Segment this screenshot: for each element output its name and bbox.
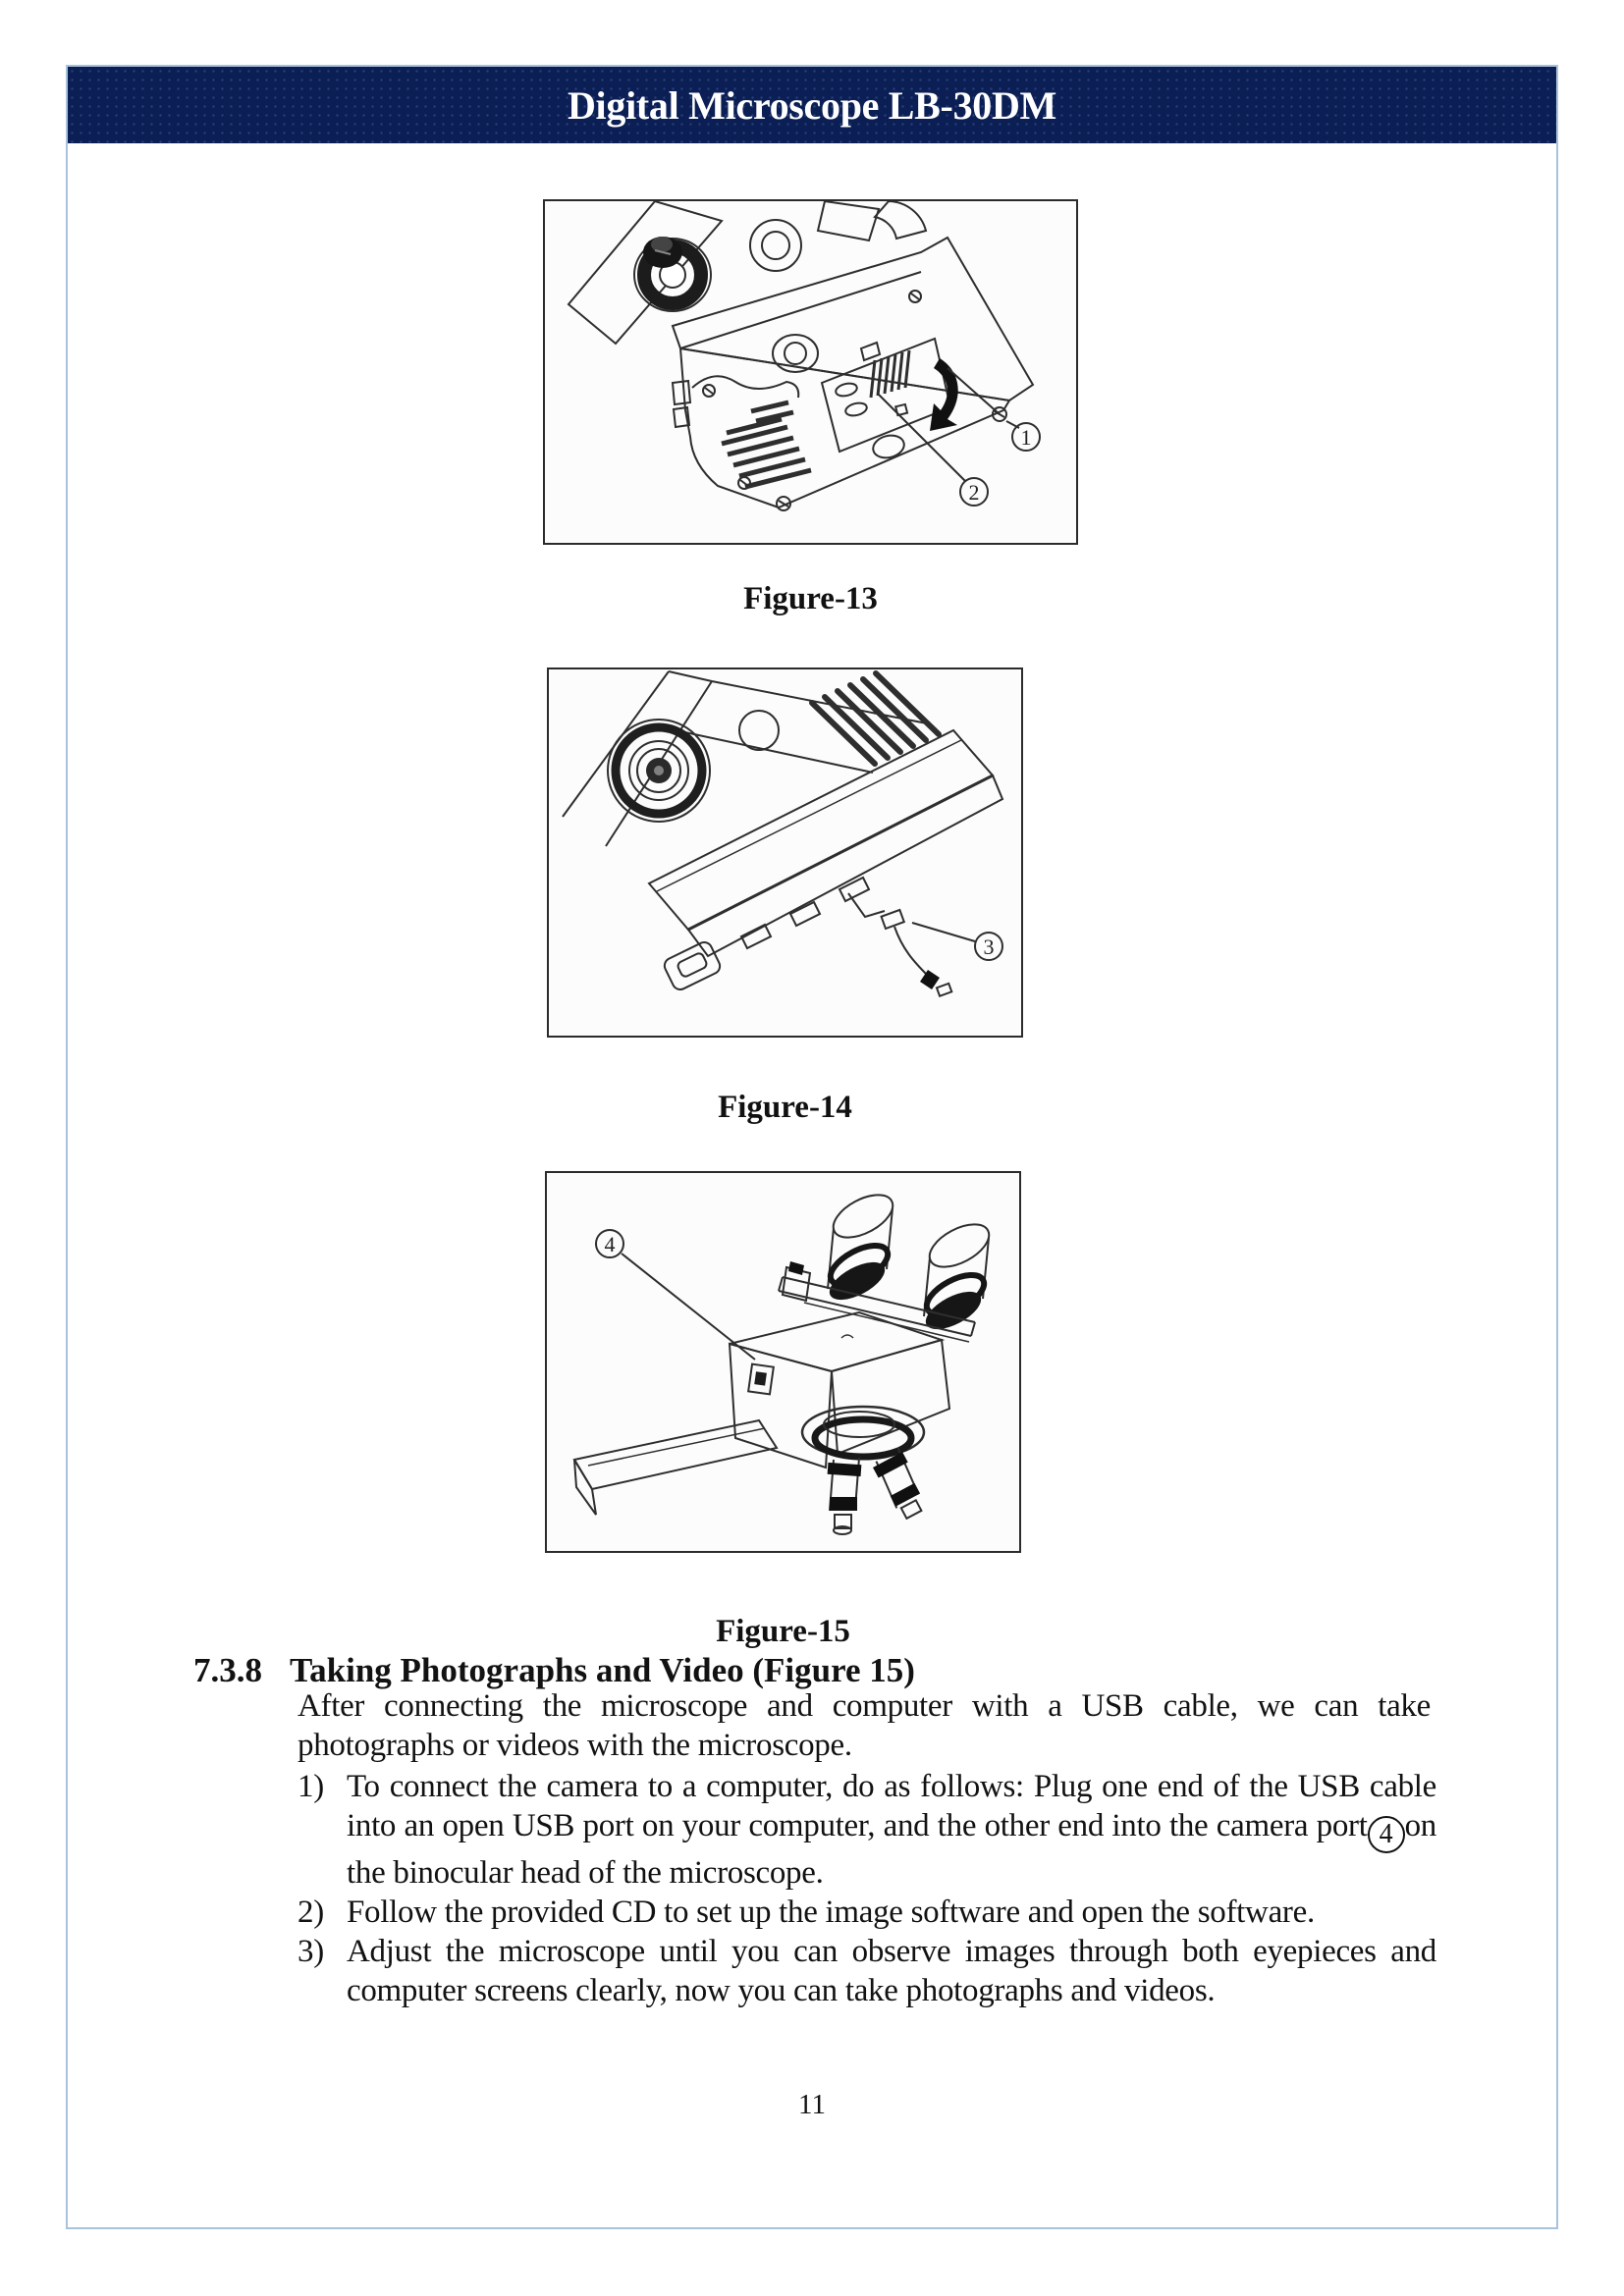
camera-port bbox=[748, 1364, 774, 1395]
list-item-3-text: Adjust the microscope until you can observe images through both eyepieces and computer screens clearly, now you can take photographs and videos. bbox=[347, 1934, 1436, 2008]
focus-wheel bbox=[608, 720, 710, 822]
section-title: Taking Photographs and Video (Figure 15) bbox=[290, 1651, 915, 1689]
stand-arm bbox=[574, 1420, 777, 1515]
section-number: 7.3.8 bbox=[193, 1651, 262, 1689]
callout-2-label: 2 bbox=[968, 480, 980, 505]
objectives bbox=[828, 1447, 932, 1534]
instruction-list bbox=[298, 1767, 1436, 2010]
callout-3-label: 3 bbox=[983, 934, 995, 959]
list-item-3 bbox=[298, 1932, 1436, 2010]
camera-port-badge: 4 bbox=[1368, 1816, 1405, 1853]
figure-14-drawing bbox=[549, 669, 1021, 1036]
figure-13-drawing bbox=[545, 201, 1076, 543]
callout-1-label: 1 bbox=[1020, 425, 1032, 450]
condenser-barrel bbox=[634, 237, 711, 311]
list-item-1 bbox=[298, 1767, 1436, 1893]
callout-4-label: 4 bbox=[604, 1232, 616, 1256]
page-number: 11 bbox=[798, 2089, 826, 2120]
rotate-arrow bbox=[930, 358, 958, 431]
list-item-1-number: 1) bbox=[298, 1769, 324, 1804]
list-item-1-text-before: To connect the camera to a computer, do as follows: Plug one end of the USB cable into an open USB port on your computer, and the other end into the camera port bbox=[347, 1769, 1436, 1843]
figure-15-panel bbox=[545, 1171, 1021, 1553]
manual-page bbox=[66, 65, 1558, 2229]
figure-15-drawing bbox=[547, 1173, 1019, 1551]
power-cable bbox=[848, 893, 951, 996]
vent-slats bbox=[722, 402, 811, 487]
callout-4 bbox=[596, 1230, 755, 1360]
list-item-2-number: 2) bbox=[298, 1895, 324, 1930]
base-foot bbox=[662, 939, 723, 991]
figure-14-panel bbox=[547, 667, 1023, 1038]
figure-13-caption: Figure-13 bbox=[743, 581, 878, 616]
head-collar bbox=[802, 1407, 924, 1458]
list-item-2-text: Follow the provided CD to set up the image software and open the software. bbox=[347, 1895, 1315, 1930]
figure-13-panel bbox=[543, 199, 1078, 545]
lamp-hole bbox=[739, 711, 779, 750]
callout-1 bbox=[947, 368, 1040, 451]
list-item-1-text-after: on the binocular head of the microscope. bbox=[347, 1808, 1436, 1891]
page-title: Digital Microscope LB-30DM bbox=[567, 82, 1057, 128]
figure-15-caption: Figure-15 bbox=[716, 1614, 850, 1649]
list-item-2 bbox=[298, 1893, 1436, 1932]
page-header bbox=[68, 67, 1556, 143]
list-item-3-number: 3) bbox=[298, 1934, 324, 1969]
heat-sink-fins bbox=[812, 673, 939, 764]
section-intro: After connecting the microscope and computer with a USB cable, we can take photographs or videos with the microscope. bbox=[298, 1688, 1431, 1763]
figure-14-caption: Figure-14 bbox=[718, 1090, 852, 1125]
callout-3 bbox=[912, 923, 1002, 960]
